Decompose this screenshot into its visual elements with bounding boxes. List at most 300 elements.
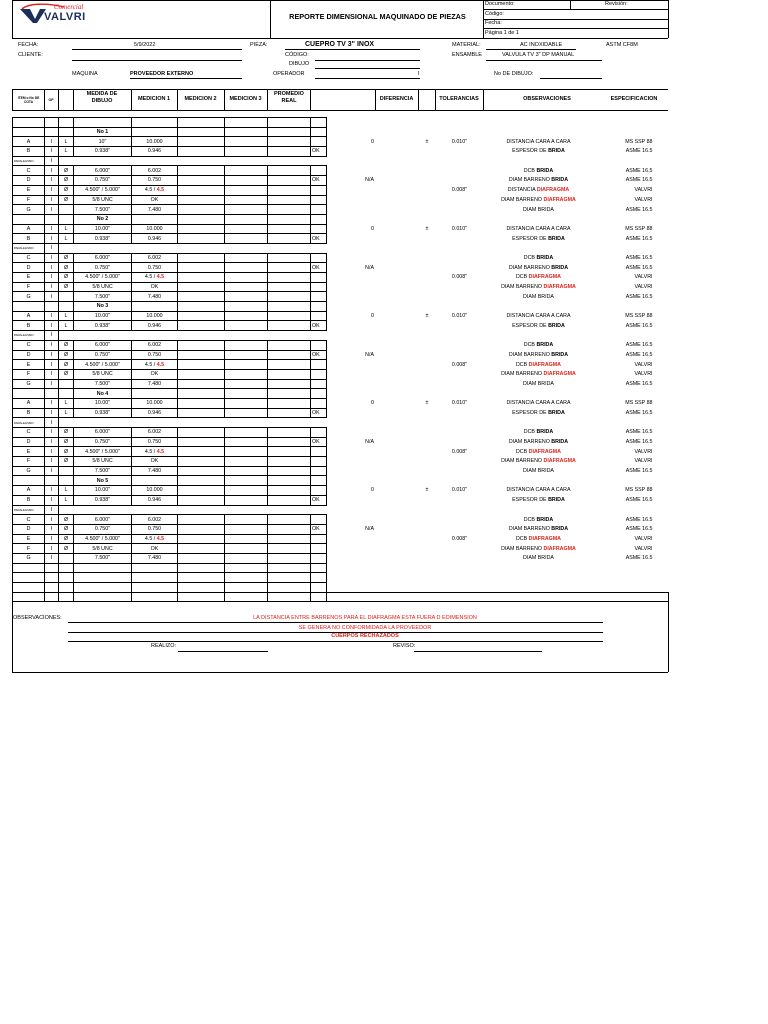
- diferencia-cell: 0: [371, 487, 374, 494]
- material-label: MATERIAL:: [452, 42, 481, 48]
- note-row: [13, 418, 669, 428]
- observacion-cell: [484, 263, 594, 273]
- empty-cell: [311, 127, 327, 137]
- diferencia-extra: [376, 311, 419, 321]
- diferencia-extra: [376, 224, 419, 234]
- observacion-text: DIAM BRIDA: [523, 293, 554, 300]
- diferencia-extra: [376, 263, 419, 273]
- gap-cell: [327, 573, 376, 583]
- m1-value: 6.002: [147, 254, 162, 261]
- medida-cell: 4.500" / 5.000": [74, 534, 132, 544]
- m1-value: OK: [150, 371, 159, 378]
- gap-cell: [419, 156, 436, 166]
- m2-cell: [178, 379, 225, 389]
- empty-cell: [178, 118, 225, 128]
- op-cell: I: [45, 331, 59, 341]
- diferencia-extra: [376, 205, 419, 215]
- gap-cell: [594, 573, 669, 583]
- gap-cell: [376, 302, 419, 312]
- no-dibujo-label: No DE DIBUJO:: [494, 71, 534, 77]
- observacion-highlight: BRIDA: [536, 342, 554, 349]
- gap-cell: [419, 563, 436, 573]
- gap-cell: [594, 563, 669, 573]
- gap-cell: [311, 331, 327, 341]
- observacion-cell: [484, 447, 594, 457]
- col-promedio: PROMEDIO REAL: [274, 91, 304, 104]
- medida-cell: 0.750": [74, 437, 132, 447]
- observacion-cell: [484, 185, 594, 195]
- m2-cell: [178, 360, 225, 370]
- medida-cell: 7.500": [74, 292, 132, 302]
- m1-value: 7.480: [147, 468, 162, 475]
- gap-cell: [327, 476, 376, 486]
- symbol-cell: Ø: [59, 437, 74, 447]
- m1-cell: [132, 437, 178, 447]
- symbol-cell: L: [59, 495, 74, 505]
- table-row: [13, 137, 669, 147]
- op-cell: I: [45, 273, 59, 283]
- item-cell: D: [13, 263, 45, 273]
- observacion-highlight: BRIDA: [536, 429, 554, 436]
- m1-cell: [132, 447, 178, 457]
- item-cell: A: [13, 486, 45, 496]
- gap-cell: [327, 127, 376, 137]
- diferencia-extra: [376, 524, 419, 534]
- medida-cell: 4.500" / 5.000": [74, 360, 132, 370]
- m1-cell: [132, 263, 178, 273]
- gap-cell: [225, 243, 268, 253]
- symbol-cell: L: [59, 311, 74, 321]
- empty-cell: [225, 563, 268, 573]
- cliente-label: CLIENTE:: [18, 52, 43, 58]
- gap-cell: [268, 243, 311, 253]
- plusminus-cell: [419, 466, 436, 476]
- promedio-cell: [268, 466, 311, 476]
- ok-cell: [311, 292, 327, 302]
- codigo-info-label: CÓDIGO:: [285, 52, 309, 58]
- group-header-row: [13, 127, 669, 137]
- item-cell: C: [13, 428, 45, 438]
- m1-cell: [132, 273, 178, 283]
- observacion-text: DCB: [515, 274, 529, 281]
- gap-cell: [484, 331, 594, 341]
- observacion-text: DCB: [523, 342, 537, 349]
- gap-cell: [419, 505, 436, 515]
- observacion-cell: [484, 282, 594, 292]
- observacion-cell: [484, 137, 594, 147]
- ok-cell: [311, 253, 327, 263]
- m1-cell: [132, 311, 178, 321]
- empty-cell: [178, 583, 225, 593]
- fecha-doc-label: Fecha:: [485, 20, 502, 26]
- diferencia-cell: [327, 166, 376, 176]
- empty-cell: [225, 214, 268, 224]
- op-cell: I: [45, 350, 59, 360]
- medida-cell: 5/8 UNC: [74, 457, 132, 467]
- gap-cell: [594, 302, 669, 312]
- tolerancia-cell: 0.008": [451, 361, 468, 368]
- m2-cell: [178, 350, 225, 360]
- op-cell: I: [45, 176, 59, 186]
- observacion-highlight: DIAFRAGMA: [543, 545, 576, 552]
- documento-label: Documento:: [485, 1, 515, 7]
- table-row: [13, 350, 669, 360]
- tolerancia-cell: 0.008": [451, 187, 468, 194]
- observacion-highlight: BRIDA: [548, 148, 565, 155]
- gap-cell: [132, 156, 178, 166]
- op-cell: I: [45, 360, 59, 370]
- observacion-text: DCB: [523, 254, 537, 261]
- m3-cell: [225, 428, 268, 438]
- m2-cell: [178, 553, 225, 563]
- m2-cell: [178, 137, 225, 147]
- tolerancia-cell: [436, 495, 484, 505]
- col-especificacion: ESPECIFICACION: [610, 96, 658, 102]
- m2-cell: [178, 185, 225, 195]
- diferencia-extra: [376, 553, 419, 563]
- medida-cell: 6.000": [74, 253, 132, 263]
- gap-cell: [59, 505, 74, 515]
- tolerancia-cell: 0.010": [451, 487, 468, 494]
- empty-cell: [225, 583, 268, 593]
- table-row: [13, 398, 669, 408]
- ok-cell: [311, 398, 327, 408]
- observacion-highlight: DIAFRAGMA: [543, 196, 576, 203]
- empty-cell: [178, 127, 225, 137]
- diferencia-extra: [376, 398, 419, 408]
- observacion-cell: [484, 340, 594, 350]
- observacion-text: DCB: [523, 167, 537, 174]
- group-label: No 2: [74, 214, 132, 224]
- m3-cell: [225, 176, 268, 186]
- observacion-text: ESPESOR DE: [512, 235, 549, 242]
- m3-cell: [225, 224, 268, 234]
- op-cell: I: [45, 544, 59, 554]
- tolerancia-cell: 0.010": [451, 225, 468, 232]
- empty-cell: [178, 573, 225, 583]
- ok-cell: OK: [311, 524, 327, 534]
- m3-cell: [225, 350, 268, 360]
- tolerancia-cell: 0.010": [451, 400, 468, 407]
- plusminus-cell: ±: [425, 400, 429, 407]
- diferencia-extra: [376, 321, 419, 331]
- gap-cell: [178, 505, 225, 515]
- symbol-cell: Ø: [59, 263, 74, 273]
- m2-cell: [178, 486, 225, 496]
- ok-cell: [311, 137, 327, 147]
- medida-cell: 5/8 UNC: [74, 282, 132, 292]
- m3-cell: [225, 311, 268, 321]
- m3-cell: [225, 360, 268, 370]
- op-cell: [45, 389, 59, 399]
- observacion-highlight: BRIDA: [551, 177, 569, 184]
- table-row: [13, 224, 669, 234]
- group-label: No 4: [74, 389, 132, 399]
- m2-cell: [178, 495, 225, 505]
- promedio-cell: [268, 457, 311, 467]
- ok-cell: [311, 185, 327, 195]
- op-cell: I: [45, 398, 59, 408]
- observacion-highlight: BRIDA: [548, 497, 565, 504]
- m3-cell: [225, 137, 268, 147]
- m1-value: OK: [150, 284, 159, 291]
- table-row: [13, 524, 669, 534]
- especificacion-cell: VALVRI: [634, 458, 653, 465]
- plusminus-cell: [419, 185, 436, 195]
- medida-cell: 0.938": [74, 408, 132, 418]
- note-label: PARALELISMO: [13, 331, 45, 341]
- observacion-text: ESPESOR DE: [512, 409, 549, 416]
- observacion-text: DIAM BARRENO: [501, 458, 544, 465]
- medida-cell: 6.000": [74, 515, 132, 525]
- m3-cell: [225, 166, 268, 176]
- m3-cell: [225, 457, 268, 467]
- table-row: [13, 495, 669, 505]
- m2-cell: [178, 466, 225, 476]
- medida-cell: 10": [74, 137, 132, 147]
- tolerancia-cell: [436, 147, 484, 157]
- m1-value: 0.946: [147, 409, 162, 416]
- especificacion-cell: ASME 16.5: [625, 167, 653, 174]
- m1-cell: [132, 166, 178, 176]
- diferencia-cell: N/A: [365, 264, 374, 271]
- ok-cell: [311, 466, 327, 476]
- observacion-highlight: BRIDA: [536, 167, 554, 174]
- report-title: REPORTE DIMENSIONAL MAQUINADO DE PIEZAS: [289, 12, 466, 21]
- gap-cell: [74, 243, 132, 253]
- observacion-text: ESPESOR DE: [512, 497, 549, 504]
- tolerancia-cell: [436, 340, 484, 350]
- symbol-cell: [59, 127, 74, 137]
- m2-cell: [178, 176, 225, 186]
- diferencia-cell: [327, 447, 376, 457]
- blank-row: [13, 583, 669, 593]
- observacion-highlight: DIAFRAGMA: [543, 458, 576, 465]
- op-cell: I: [45, 282, 59, 292]
- medida-cell: 0.750": [74, 350, 132, 360]
- symbol-cell: [59, 466, 74, 476]
- gap-cell: [436, 243, 484, 253]
- item-cell: F: [13, 457, 45, 467]
- item-cell: F: [13, 369, 45, 379]
- tolerancia-cell: 0.010": [451, 138, 468, 145]
- medida-cell: 5/8 UNC: [74, 369, 132, 379]
- observacion-cell: [484, 195, 594, 205]
- empty-cell: [132, 127, 178, 137]
- gap-cell: [74, 331, 132, 341]
- item-cell: G: [13, 292, 45, 302]
- gap-cell: [419, 118, 436, 128]
- especificacion-cell: MS SSP 88: [625, 138, 653, 145]
- empty-cell: [268, 389, 311, 399]
- m1-value: 0.750: [147, 264, 162, 271]
- observacion-cell: [484, 166, 594, 176]
- m3-cell: [225, 466, 268, 476]
- gap-cell: [268, 156, 311, 166]
- gap-cell: [376, 563, 419, 573]
- plusminus-cell: [419, 321, 436, 331]
- observacion-highlight: BRIDA: [551, 351, 569, 358]
- ok-cell: OK: [311, 437, 327, 447]
- m3-cell: [225, 515, 268, 525]
- plusminus-cell: ±: [425, 138, 429, 145]
- gap-cell: [594, 243, 669, 253]
- m3-cell: [225, 553, 268, 563]
- empty-cell: [311, 214, 327, 224]
- observacion-highlight: BRIDA: [551, 264, 569, 271]
- m1-value: 0.750: [147, 526, 162, 533]
- tolerancia-cell: [436, 350, 484, 360]
- diferencia-cell: [327, 195, 376, 205]
- gap-cell: [59, 243, 74, 253]
- m1-value: 7.480: [147, 206, 162, 213]
- tolerancia-cell: [436, 263, 484, 273]
- symbol-cell: L: [59, 147, 74, 157]
- tolerancia-cell: [436, 515, 484, 525]
- m3-cell: [225, 234, 268, 244]
- observacion-text: ESPESOR DE: [512, 148, 549, 155]
- pieza-value: CUEPRO TV 3" INOX: [305, 41, 375, 48]
- promedio-cell: [268, 398, 311, 408]
- gap-cell: [178, 418, 225, 428]
- item-cell: F: [13, 282, 45, 292]
- company-logo: [18, 3, 90, 25]
- observacion-text: DCB: [515, 448, 529, 455]
- gap-cell: [594, 505, 669, 515]
- op-cell: I: [45, 137, 59, 147]
- diferencia-extra: [376, 515, 419, 525]
- m1-cell: [132, 360, 178, 370]
- observacion-cell: [484, 369, 594, 379]
- empty-cell: [45, 563, 59, 573]
- empty-cell: [132, 118, 178, 128]
- tolerancia-cell: 0.008": [451, 274, 468, 281]
- item-cell: F: [13, 195, 45, 205]
- proveedor-value: PROVEEDOR EXTERNO: [130, 71, 194, 77]
- gap-cell: [376, 573, 419, 583]
- item-cell: D: [13, 524, 45, 534]
- item-cell: C: [13, 515, 45, 525]
- observacion-cell: [484, 292, 594, 302]
- observacion-text: DIAM BARRENO: [508, 526, 552, 533]
- empty-cell: [178, 214, 225, 224]
- m2-cell: [178, 147, 225, 157]
- realizo-label: REALIZO:: [151, 643, 177, 649]
- observacion-highlight: BRIDA: [536, 254, 554, 261]
- m3-cell: [225, 292, 268, 302]
- gap-cell: [436, 583, 484, 593]
- maquina-label: MAQUINA: [72, 71, 98, 77]
- medida-cell: 7.500": [74, 553, 132, 563]
- plusminus-cell: [419, 147, 436, 157]
- observacion-cell: [484, 253, 594, 263]
- ensamble-value: VALVULA TV 3" DP MANUAL: [502, 52, 575, 58]
- table-row: [13, 408, 669, 418]
- empty-cell: [132, 214, 178, 224]
- note-label: PARALELISMO: [13, 418, 45, 428]
- op-cell: I: [45, 553, 59, 563]
- promedio-cell: [268, 515, 311, 525]
- promedio-cell: [268, 224, 311, 234]
- especificacion-cell: VALVRI: [634, 284, 653, 291]
- m1-value: 4.5 /: [144, 535, 157, 542]
- diferencia-extra: [376, 340, 419, 350]
- m1-cell: [132, 369, 178, 379]
- promedio-cell: [268, 447, 311, 457]
- diferencia-extra: [376, 185, 419, 195]
- observacion-cell: [484, 273, 594, 283]
- medida-cell: 10.00": [74, 311, 132, 321]
- table-row: [13, 457, 669, 467]
- medida-cell: 0.938": [74, 495, 132, 505]
- observaciones-label: OBSERVACIONES:: [13, 615, 62, 621]
- empty-cell: [132, 389, 178, 399]
- symbol-cell: Ø: [59, 273, 74, 283]
- symbol-cell: L: [59, 137, 74, 147]
- gap-cell: [132, 418, 178, 428]
- observacion-highlight: BRIDA: [551, 526, 569, 533]
- especificacion-cell: VALVRI: [634, 535, 653, 542]
- observacion-text: DISTANCIA CARA A CARA: [506, 313, 571, 320]
- observacion-text: DIAM BRIDA: [523, 468, 554, 475]
- diferencia-extra: [376, 147, 419, 157]
- op-cell: I: [45, 234, 59, 244]
- op-cell: I: [45, 408, 59, 418]
- diferencia-cell: [327, 292, 376, 302]
- observacion-text: DIAM BARRENO: [508, 351, 552, 358]
- m1-value: OK: [150, 545, 159, 552]
- table-row: [13, 369, 669, 379]
- empty-cell: [45, 118, 59, 128]
- observacion-text: DCB: [523, 429, 537, 436]
- observacion-text: DIAM BARRENO: [501, 284, 544, 291]
- m1-value: 4.5 /: [144, 274, 157, 281]
- table-row: [13, 292, 669, 302]
- especificacion-cell: ASME 16.5: [625, 468, 653, 475]
- m3-cell: [225, 195, 268, 205]
- gap-cell: [484, 563, 594, 573]
- m1-value: 7.480: [147, 380, 162, 387]
- promedio-cell: [268, 205, 311, 215]
- diferencia-cell: [327, 282, 376, 292]
- gap-cell: [594, 476, 669, 486]
- group-label: No 3: [74, 302, 132, 312]
- group-label: No 1: [74, 127, 132, 137]
- empty-cell: [13, 573, 45, 583]
- plusminus-cell: [419, 176, 436, 186]
- m1-red-value: 4.5: [156, 361, 165, 368]
- plusminus-cell: [419, 340, 436, 350]
- item-cell: G: [13, 466, 45, 476]
- observacion-cell: [484, 147, 594, 157]
- gap-cell: [327, 214, 376, 224]
- op-cell: I: [45, 253, 59, 263]
- op-cell: I: [45, 534, 59, 544]
- col-tolerancias: TOLERANCIAS: [439, 96, 479, 102]
- diferencia-extra: [376, 379, 419, 389]
- table-row: [13, 176, 669, 186]
- item-cell: A: [13, 311, 45, 321]
- op-cell: I: [45, 185, 59, 195]
- table-row: [13, 428, 669, 438]
- m1-value: 0.946: [147, 235, 162, 242]
- diferencia-cell: 0: [371, 313, 374, 320]
- diferencia-extra: [376, 253, 419, 263]
- promedio-cell: [268, 524, 311, 534]
- tolerancia-cell: 0.008": [451, 448, 468, 455]
- gap-cell: [225, 418, 268, 428]
- empty-cell: [225, 573, 268, 583]
